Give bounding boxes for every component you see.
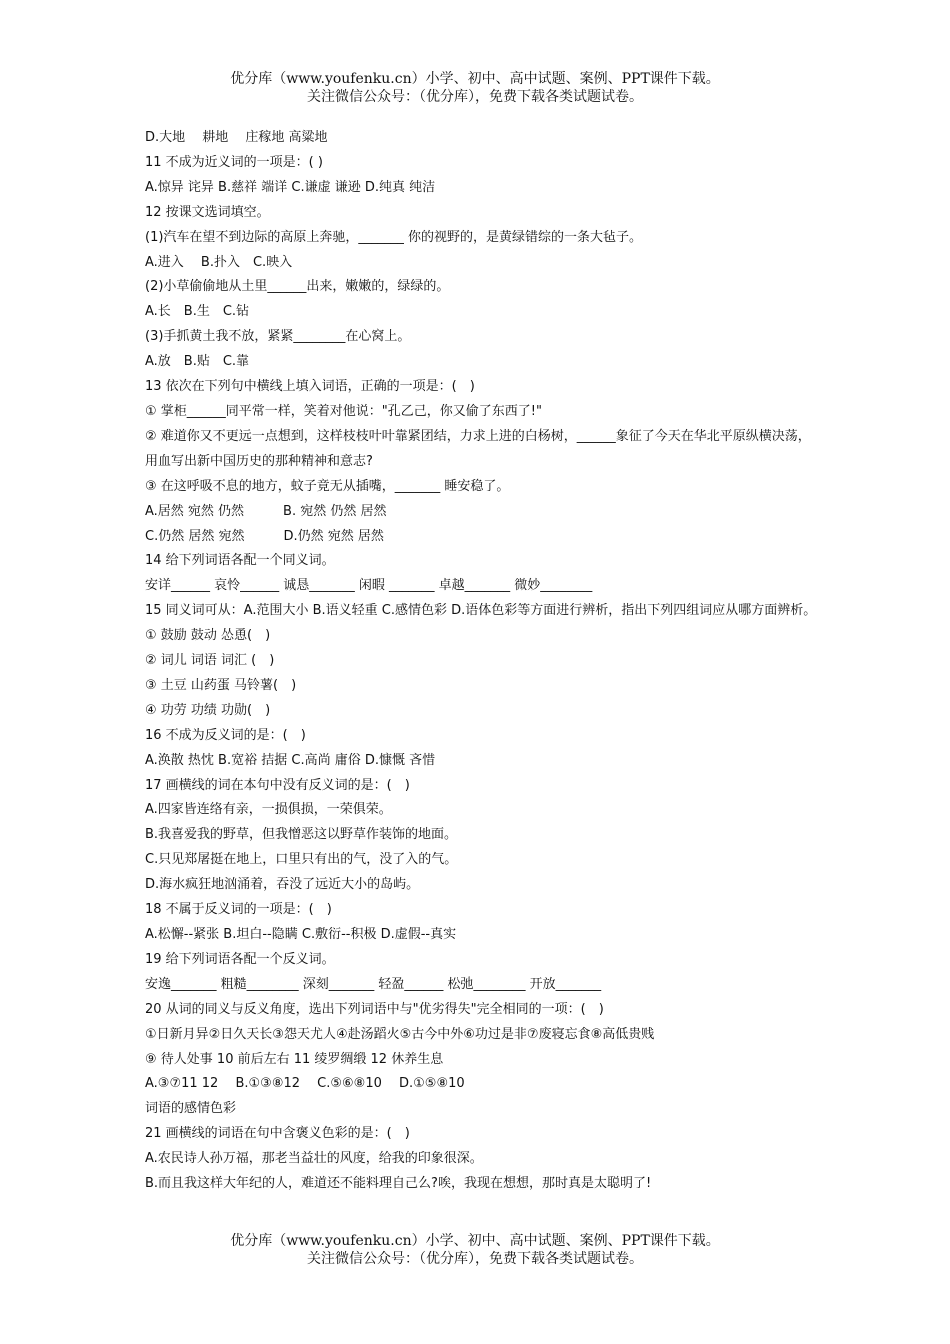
question-17: 17 画横线的词在本句中没有反义词的是：( ): [145, 777, 410, 793]
question-20: 20 从词的同义与反义角度，选出下列词语中与"优劣得失"完全相同的一项：( ): [145, 1001, 604, 1017]
question-13: 13 依次在下列句中横线上填入词语，正确的一项是：( ): [145, 379, 475, 395]
question-21-option-b: B.而且我这样大年纪的人，难道还不能料理自己么?唉，我现在想想，那时真是太聪明了!: [145, 1176, 652, 1192]
question-14: 14 给下列词语各配一个同义词。: [145, 553, 335, 569]
question-19: 19 给下列词语各配一个反义词。: [145, 951, 335, 967]
question-12-2: (2)小草偷偷地从土里______出来，嫩嫩的，绿绿的。: [145, 279, 450, 295]
question-20-options: A.③⑦11 12 B.①③⑧12 C.⑤⑥⑧10 D.①⑤⑧10: [145, 1076, 465, 1092]
question-13-options-ab: A.居然 宛然 仍然 B. 宛然 仍然 居然: [145, 503, 387, 519]
question-12-1-options: A.进入 B.扑入 C.映入: [145, 254, 293, 270]
question-13-sentence-1: ① 掌柜______同平常一样，笑着对他说："孔乙己，你又偷了东西了!": [145, 403, 542, 419]
question-21-option-a: A.农民诗人孙万福，那老当益壮的风度，给我的印象很深。: [145, 1151, 483, 1167]
section-heading: 词语的感情色彩: [145, 1101, 237, 1117]
header-line-1: 优分库（www.youfenku.cn）小学、初中、高中试题、案例、PPT课件下载。: [230, 71, 720, 87]
question-21: 21 画横线的词语在句中含褒义色彩的是：( ): [145, 1126, 410, 1142]
question-16-options: A.涣散 热忱 B.宽裕 拮据 C.高尚 庸俗 D.慷慨 吝惜: [145, 752, 436, 768]
question-15-item-1: ① 鼓励 鼓动 怂恿( ): [145, 628, 271, 644]
page-footer: [0, 1232, 950, 1268]
question-20-items-1: ①日新月异②日久天长③怨天尤人④赴汤蹈火⑤古今中外⑥功过是非⑦废寝忘食⑧高低贵贱: [145, 1026, 655, 1042]
question-15: 15 同义词可从：A.范围大小 B.语义轻重 C.感情色彩 D.语体色彩等方面进行辨析，指出下列四组词应从哪方面辨析。: [145, 603, 817, 619]
question-20-items-2: ⑨ 待人处事 10 前后左右 11 绫罗绸缎 12 休养生息: [145, 1051, 444, 1067]
question-12: 12 按课文选词填空。: [145, 204, 270, 220]
question-17-option-a: A.四家皆连络有亲，一损俱损，一荣俱荣。: [145, 802, 392, 818]
question-11: 11 不成为近义词的一项是：( ): [145, 154, 323, 170]
question-17-option-c: C.只见郑屠挺在地上，口里只有出的气，没了入的气。: [145, 852, 458, 868]
question-13-sentence-2: ② 难道你又不更远一点想到，这样枝枝叶叶靠紧团结，力求上进的白杨树，______象征了今天在华北平原纵横决荡，用血写出新中国历史的那种精神和意志?: [145, 428, 811, 469]
question-16: 16 不成为反义词的是：( ): [145, 727, 306, 743]
header-line-2: 关注微信公众号：（优分库），免费下载各类试题试卷。: [307, 89, 643, 105]
footer-line-1: 优分库（www.youfenku.cn）小学、初中、高中试题、案例、PPT课件下载。: [230, 1233, 720, 1249]
question-18-options: A.松懈--紧张 B.坦白--隐瞒 C.敷衍--积极 D.虚假--真实: [145, 927, 457, 942]
question-12-3: (3)手抓黄土我不放，紧紧________在心窝上。: [145, 329, 411, 345]
question-15-item-2: ② 词儿 词语 词汇 ( ): [145, 653, 275, 669]
question-17-option-b: B.我喜爱我的野草，但我憎恶这以野草作装饰的地面。: [145, 827, 458, 843]
question-18: 18 不属于反义词的一项是：( ): [145, 902, 332, 918]
question-15-item-4: ④ 功劳 功绩 功勋( ): [145, 702, 271, 718]
question-19-blanks: 安逸_______ 粗糙________ 深刻_______ 轻盈______ 松弛________ 开放_______: [145, 976, 602, 992]
question-12-3-options: A.放 B.贴 C.靠: [145, 354, 250, 370]
question-12-1: (1)汽车在望不到边际的高原上奔驰，_______ 你的视野的，是黄绿错综的一条大毡子。: [145, 229, 643, 245]
question-13-options-cd: C.仍然 居然 宛然 D.仍然 宛然 居然: [145, 528, 384, 544]
text-line: D.大地 耕地 庄稼地 高粱地: [145, 130, 328, 145]
question-11-options: A.惊异 诧异 B.慈祥 端详 C.谦虚 谦逊 D.纯真 纯洁: [145, 179, 436, 195]
question-17-option-d: D.海水疯狂地汹涌着，吞没了远近大小的岛屿。: [145, 877, 420, 893]
footer-line-2: 关注微信公众号：（优分库），免费下载各类试题试卷。: [307, 1251, 643, 1267]
question-12-2-options: A.长 B.生 C.钻: [145, 304, 250, 320]
question-13-sentence-3: ③ 在这呼吸不息的地方，蚊子竟无从插嘴，_______ 睡安稳了。: [145, 478, 510, 494]
document-body: [145, 126, 820, 1197]
question-14-blanks: 安详______ 哀怜______ 诚恳_______ 闲暇 _______ 卓越_______ 微妙________: [145, 578, 593, 594]
page-header: [0, 70, 950, 106]
question-15-item-3: ③ 土豆 山药蛋 马铃薯( ): [145, 677, 297, 693]
